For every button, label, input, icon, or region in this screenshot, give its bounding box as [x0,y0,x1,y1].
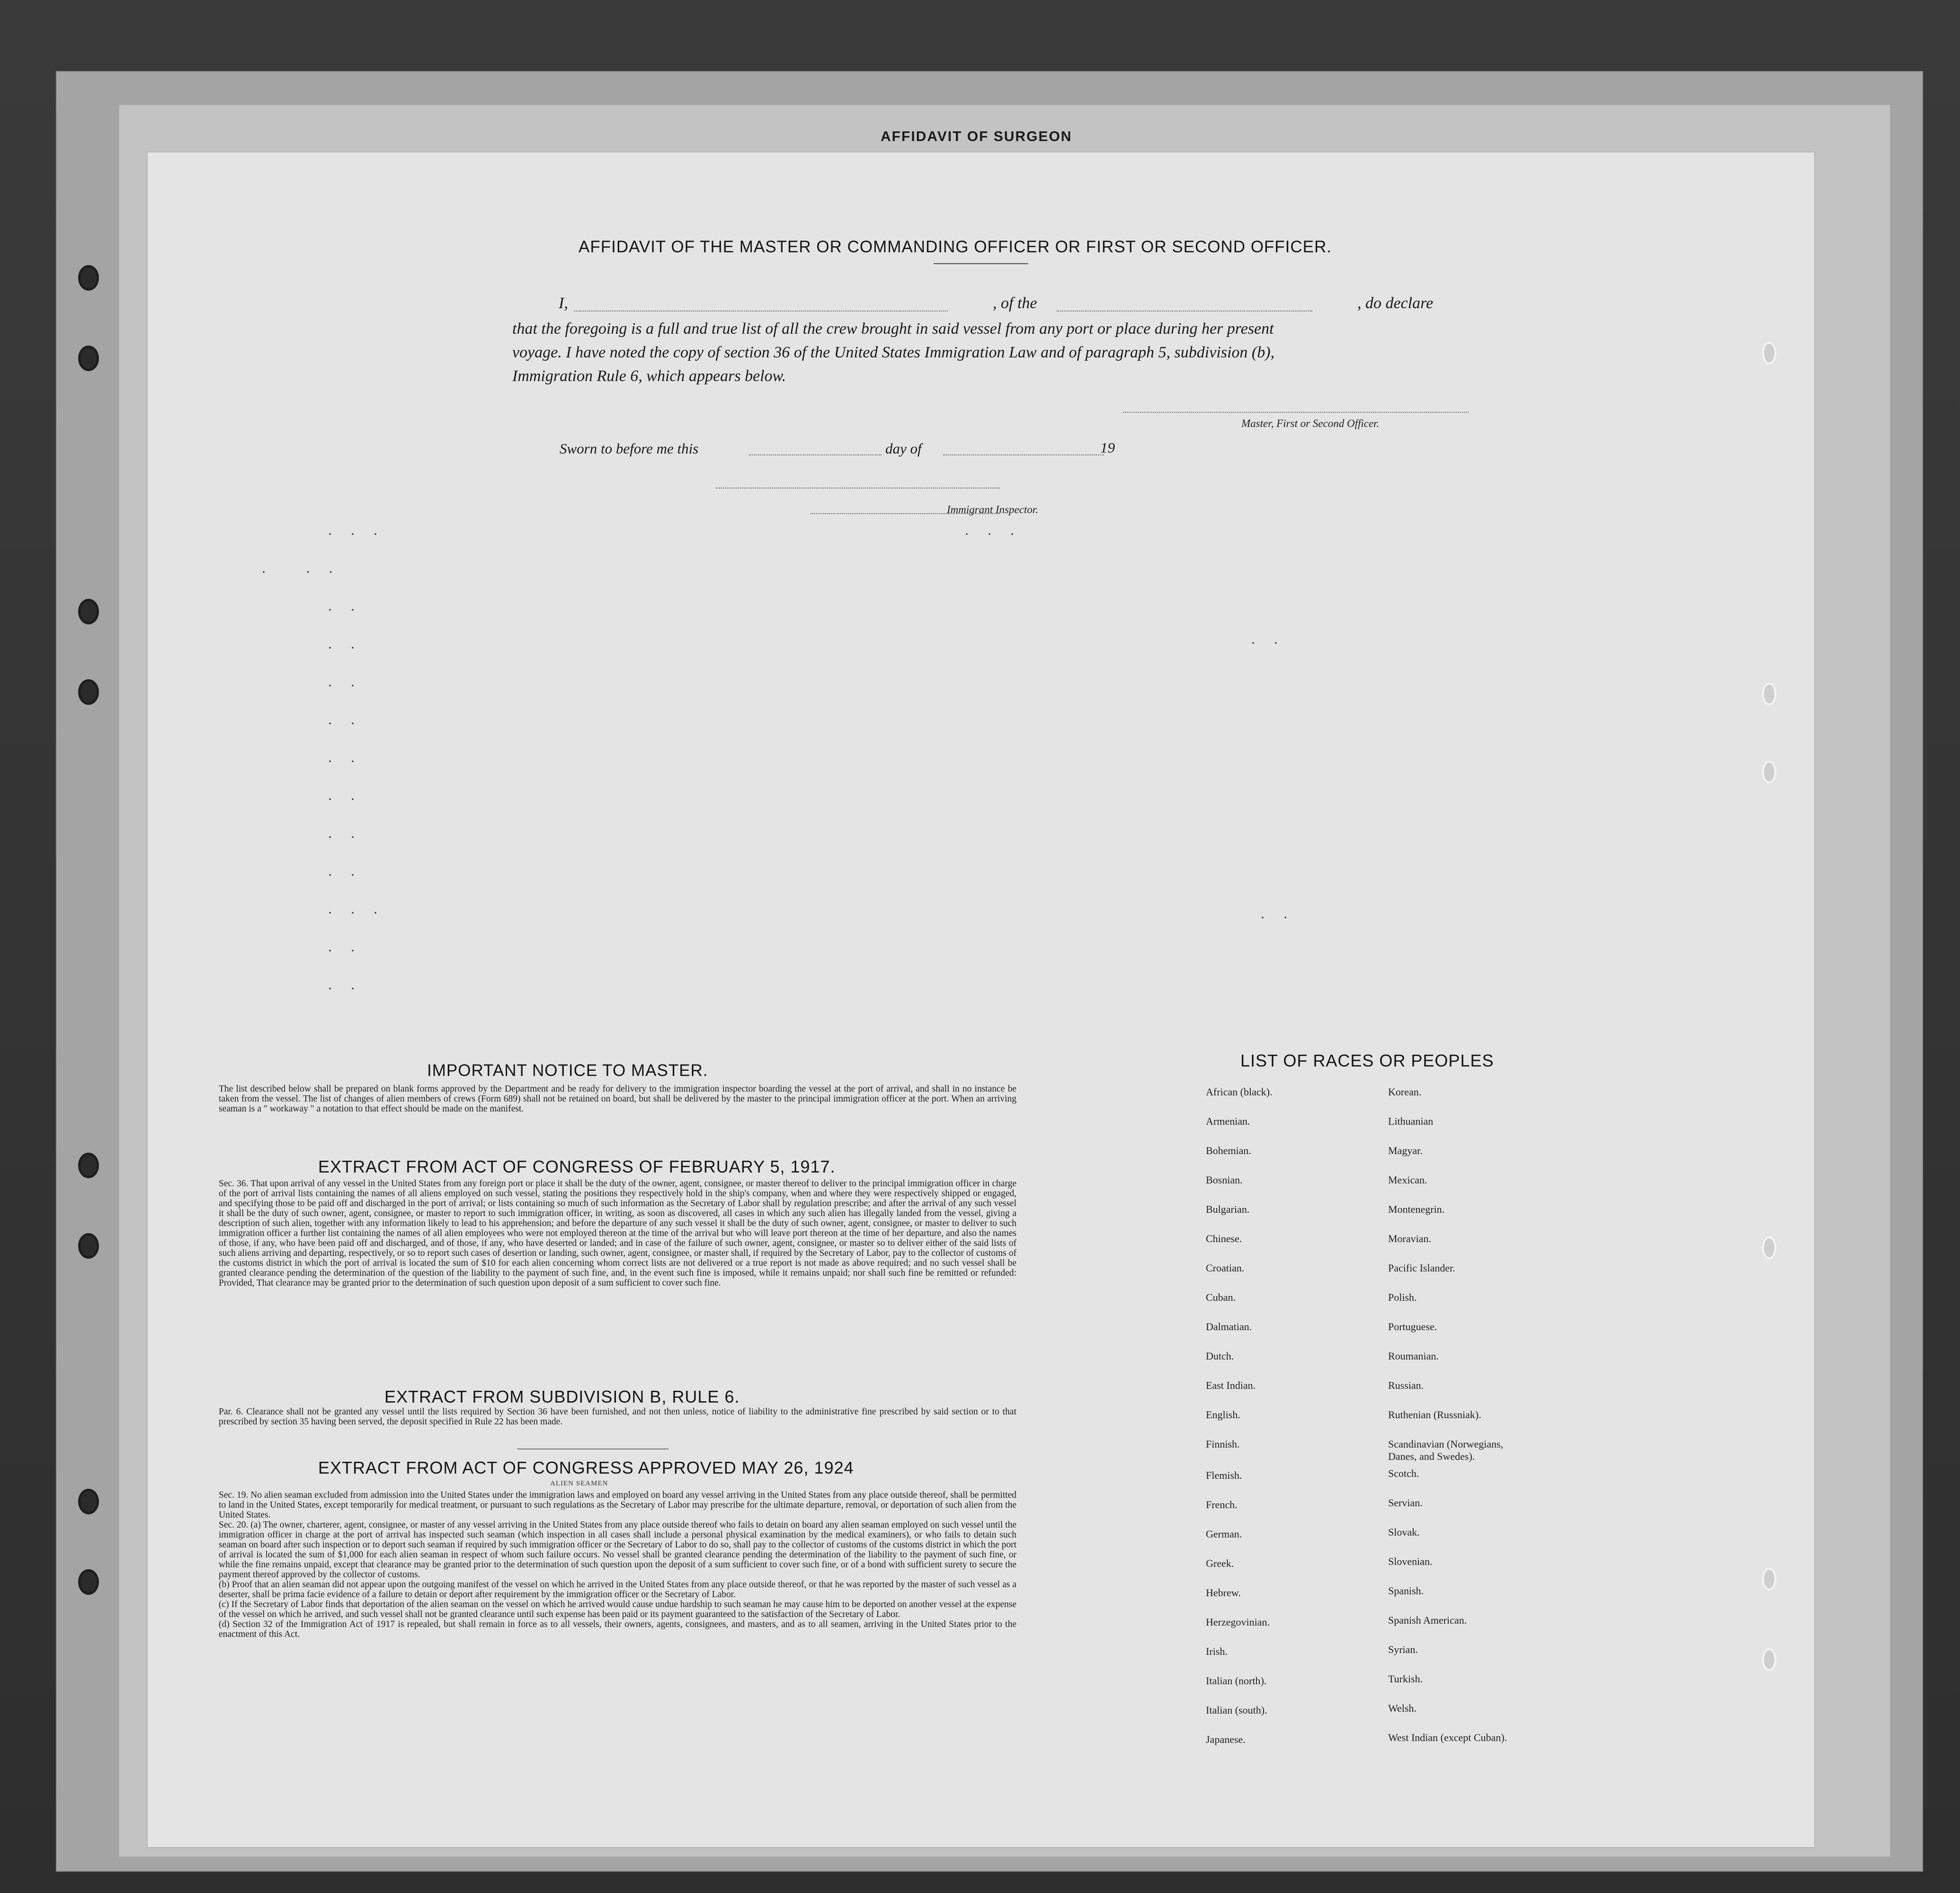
race-entry: Polish. [1388,1291,1417,1303]
race-entry: Roumanian. [1388,1350,1439,1362]
ditto-marks: ·· [328,791,373,807]
affidavit-of-the-label: , of the [993,294,1037,312]
race-entry: Bosnian. [1206,1174,1243,1186]
binder-hole-icon [78,1569,99,1595]
extract-1924-subtitle: ALIEN SEAMEN [550,1480,608,1487]
ditto-marks: ··· [328,905,396,921]
race-entry: English. [1206,1409,1240,1421]
race-entry: Slovak. [1388,1526,1420,1538]
race-entry: Servian. [1388,1497,1423,1509]
race-entry: Spanish. [1388,1585,1424,1597]
master-caption: Master, First or Second Officer. [1241,418,1380,429]
race-entry: Cuban. [1206,1291,1236,1303]
ditto-marks: ··· [964,526,1033,542]
race-entry: Russian. [1388,1379,1424,1391]
affidavit-line-4: Immigration Rule 6, which appears below. [512,367,786,385]
extract-1917-title: EXTRACT FROM ACT OF CONGRESS OF FEBRUARY 5, 1917. [318,1157,836,1176]
race-entry: Syrian. [1388,1644,1418,1655]
race-entry: Montenegrin. [1388,1203,1445,1215]
race-entry: Spanish American. [1388,1614,1467,1626]
ditto-marks: ·· [328,602,373,618]
affidavit-line-3: voyage. I have noted the copy of section 36 of the United States Immigration Law and of paragraph 5, subdivision (b), [512,344,1275,361]
race-entry: Scotch. [1388,1467,1419,1479]
ditto-marks: ·· [328,829,373,845]
ditto-marks: ·· [328,754,373,769]
race-entry: Welsh. [1388,1702,1417,1714]
ditto-marks: ·· [328,943,373,959]
race-entry: Korean. [1388,1086,1422,1098]
master-signature-field[interactable] [1123,412,1469,413]
race-entry: Lithuanian [1388,1115,1434,1127]
race-entry: Croatian. [1206,1262,1245,1274]
page-hole-icon [1762,761,1776,783]
binder-hole-icon [78,265,99,291]
page-hole-icon [1762,1648,1776,1671]
affidavit-line-2: that the foregoing is a full and true list of all the crew brought in said vessel from any port or place during her present [512,320,1274,338]
extract-1917-body: Sec. 36. That upon arrival of any vessel in the United States from any foreign port or place it shall be the duty of the owner, agent, consignee, or master thereof to deliver to the principal immigration officer in charge of the port of arrival lists containing the names of all aliens employed on such vessel, stating the positions they respectively hold in the ship's company, when and where they were respectively shipped or engaged, and specifying those to be paid off and discharged in the port of arrival; or lists containing so much of such information as the Secretary of Labor shall by regulation prescribe; and after the arrival of any such vessel it shall be the duty of such owner, agent, consignee, or master to report to such immigration officer, in writing, as soon as discovered, all cases in which any such alien has illegally landed from the vessel, giving a description of such alien, together with any information likely to lead to his apprehension; and before the departure of any such vessel it shall be the duty of such owner, agent, consignee, or master to deliver to such immigration officer a further list containing the names of all alien employees who were not employed thereon at the time of the arrival but who will leave port thereon at the time of her departure, and also the names of those, if any, who have been paid off and discharged, and of those, if any, who have deserted or landed; and in case of the failure of such owner, agent, consignee, or master so to deliver either of the said lists of such aliens arriving and departing, respectively, or so to report such cases of desertion or landing, such owner, agent, consignee, or master shall, if required by the Secretary of Labor, pay to the collector of customs of the customs district in which the port of arrival is located the sum of $10 for each alien concerning whom correct lists are not delivered or a true report is not made as above required; and no such vessel shall be granted clearance pending the determination of the question of the liability to the payment of such fine, and, in the event such fine is imposed, while it remains unpaid; nor shall such fine be remitted or refunded: Provided, That clearance may be granted prior to the determination of such question upon deposit of a sum sufficient to cover such fine. [219,1179,1016,1288]
race-entry: Dutch. [1206,1350,1234,1362]
affidavit-title: AFFIDAVIT OF THE MASTER OR COMMANDING OFFICER OR FIRST OR SECOND OFFICER. [579,238,1332,256]
notice-body: The list described below shall be prepared on blank forms approved by the Department and be ready for delivery to the immigration inspector boarding the vessel at the port of arrival, and shall in no instance be taken from the vessel. The list of changes of alien members of crews (Form 689) shall not be retained on board, but shall be delivered by the master to the principal immigration officer at the port. When an arriving seaman is a " workaway " a notation to that effect should be made on the manifest. [219,1084,1016,1114]
race-entry: Flemish. [1206,1469,1242,1481]
binder-hole-icon [78,346,99,371]
race-entry: Scandinavian (Norwegians, Danes, and Swedes). [1388,1438,1504,1462]
race-entry: Herzegovinian. [1206,1616,1270,1628]
surgeon-affidavit-title: AFFIDAVIT OF SURGEON [881,129,1072,144]
race-entry: Mexican. [1388,1174,1427,1186]
race-entry: Portuguese. [1388,1321,1437,1333]
binder-hole-icon [78,679,99,705]
race-entry: Japanese. [1206,1733,1246,1745]
binder-hole-icon [78,1233,99,1259]
affidavit-do-declare: , do declare [1357,294,1434,312]
title-rule [934,263,1028,264]
race-entry: Dalmatian. [1206,1321,1252,1333]
page-hole-icon [1762,1568,1776,1591]
race-entry: Greek. [1206,1557,1234,1569]
races-title: LIST OF RACES OR PEOPLES [1240,1051,1494,1070]
sworn-label: Sworn to before me this [560,440,699,457]
race-entry: German. [1206,1528,1242,1540]
page-hole-icon [1762,683,1776,705]
race-entry: Pacific Islander. [1388,1262,1455,1274]
sworn-month-field[interactable] [943,454,1104,455]
race-entry: Bulgarian. [1206,1203,1250,1215]
year-prefix: 19 [1100,439,1115,456]
ditto-marks: ·· [328,716,373,731]
race-entry: Finnish. [1206,1438,1240,1450]
day-of-label: day of [885,440,922,457]
binder-hole-icon [78,1489,99,1514]
affidavit-i-label: I, [559,294,568,312]
race-entry: Hebrew. [1206,1587,1241,1599]
sworn-day-field[interactable] [749,454,882,455]
race-entry: Armenian. [1206,1115,1250,1127]
ditto-marks: · ·· [261,564,351,580]
race-entry: Moravian. [1388,1233,1432,1244]
ditto-marks: ·· [1260,910,1306,925]
page-hole-icon [1762,342,1776,364]
race-entry: Italian (south). [1206,1704,1267,1716]
inspector-caption: Immigrant Inspector. [947,504,1038,515]
extract-1924-title: EXTRACT FROM ACT OF CONGRESS APPROVED MAY 26, 1924 [318,1458,854,1477]
race-entry: Italian (north). [1206,1675,1267,1687]
extract-1924-body: Sec. 19. No alien seaman excluded from admission into the United States under the immigration laws and employed on board any vessel arriving in the United States from any place outside thereof, shall be permitted to land in the United States, except temporarily for medical treatment, or pursuant to such regulations as the Secretary of Labor may prescribe for the ultimate departure, removal, or deportation of such alien from the United States. Sec. 20. (a) The owner, charterer, agent, consignee, or master of any vessel arriving in the United States from any place outside thereof who fails to detain on board any alien seaman employed on such vessel until the immigration officer in charge at the port of arrival has inspected such seaman (which inspection in all cases shall include a personal physical examination by the medical examiners), or who fails to detain such seaman on board after such inspection or to deport such seaman if required by such immigration officer or the Secretary of Labor to do so, shall pay to the collector of customs of the customs district in which the port of arrival is located the sum of $1,000 for each alien seaman in respect of whom such failure occurs. No vessel shall be granted clearance pending the determination of the liability to the payment of such fine, or while the fine remains unpaid, except that clearance may be granted prior to the determination of such question upon the deposit of a sum sufficient to cover such fine, or of a bond with sufficient surety to secure the payment thereof approved by the collector of customs. (b) Proof that an alien seaman did not appear upon the outgoing manifest of the vessel on which he arrived in the United States from any place outside thereof, or that he was reported by the master of such vessel as a deserter, shall be prima facie evidence of a failure to detain or deport after requirement by the immigration officer or the Secretary of Labor. (c) If the Secretary of Labor finds that deportation of the alien seaman on the vessel on which he arrived would cause undue hardship to such seaman he may cause him to be deported on another vessel at the expense of the vessel on which he arrived, and such vessel shall not be granted clearance until such expense has been paid or its payment guaranteed to the satisfaction of the Secretary of Labor. (d) Section 32 of the Immigration Act of 1917 is repealed, but shall remain in force as to all vessels, their owners, agents, consignees, and masters, and as to all seamen, arriving in the United States prior to the enactment of this Act. [219,1490,1016,1639]
race-entry: West Indian (except Cuban). [1388,1732,1507,1743]
race-entry: East Indian. [1206,1379,1256,1391]
ditto-marks: ·· [328,867,373,883]
extract-rule6-body: Par. 6. Clearance shall not be granted any vessel until the lists required by Section 36 have been furnished, and not then unless, notice of liability to the administrative fine prescribed by said section or to that prescribed by section 35 having been served, the deposit specified in Rule 22 has been made. [219,1407,1016,1427]
ditto-marks: ··· [328,526,396,542]
extract-rule6-title: EXTRACT FROM SUBDIVISION B, RULE 6. [384,1387,740,1406]
ditto-marks: ·· [328,640,373,656]
page-hole-icon [1762,1236,1776,1259]
race-entry: Magyar. [1388,1145,1423,1156]
ditto-marks: ·· [328,981,373,996]
race-entry: Slovenian. [1388,1555,1433,1567]
race-entry: Irish. [1206,1645,1228,1657]
ditto-marks: ·· [1251,635,1296,651]
binder-hole-icon [78,1153,99,1178]
race-entry: French. [1206,1499,1238,1511]
race-entry: Chinese. [1206,1233,1242,1244]
notice-title: IMPORTANT NOTICE TO MASTER. [427,1061,708,1080]
inspector-signature-field[interactable] [716,488,1000,489]
manifest-page [147,151,1815,1848]
race-entry: Ruthenian (Russniak). [1388,1409,1481,1421]
binder-hole-icon [78,599,99,624]
race-entry: Bohemian. [1206,1145,1251,1156]
race-entry: African (black). [1206,1086,1273,1098]
ditto-marks: ·· [328,678,373,693]
race-entry: Turkish. [1388,1673,1423,1685]
